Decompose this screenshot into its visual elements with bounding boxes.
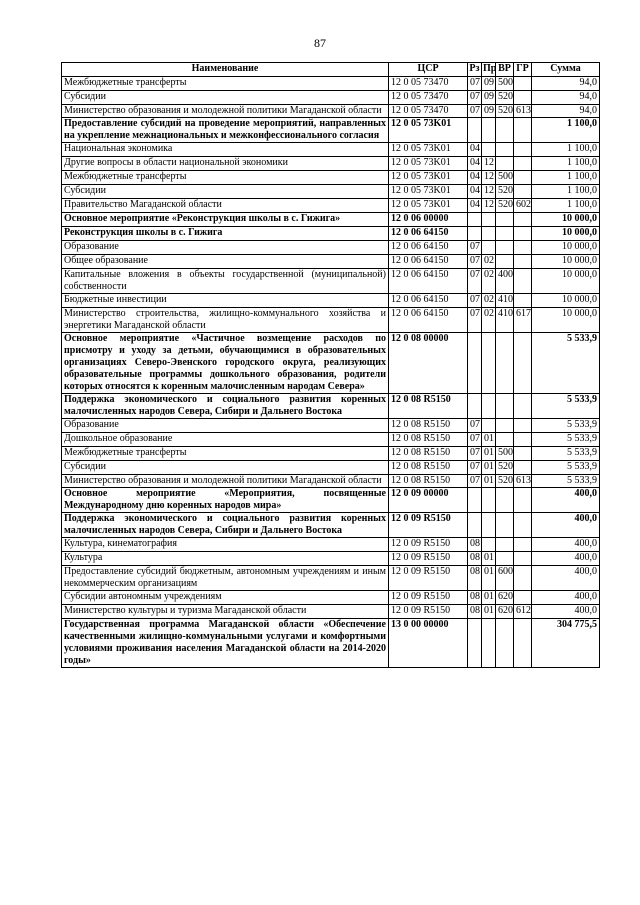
cell-sum: 5 533,9 [532, 461, 600, 475]
cell-sum: 5 533,9 [532, 333, 600, 394]
cell-gr [514, 157, 532, 171]
cell-sum: 5 533,9 [532, 419, 600, 433]
cell-sum: 10 000,0 [532, 227, 600, 241]
table-row [62, 105, 600, 118]
table-body [62, 77, 600, 668]
cell-gr [514, 255, 532, 269]
cell-csr: 12 0 06 00000 [389, 213, 468, 227]
cell-name: Основное мероприятие «Реконструкция школы в с. Гижига» [62, 213, 389, 227]
cell-csr: 12 0 05 73K01 [389, 171, 468, 185]
cell-name: Межбюджетные трансферты [62, 171, 389, 185]
cell-rz: 04 [468, 199, 482, 213]
cell-pr [482, 241, 496, 255]
cell-vr: 520 [496, 199, 514, 213]
cell-name: Образование [62, 241, 389, 255]
cell-vr [496, 333, 514, 394]
cell-vr: 500 [496, 77, 514, 91]
cell-gr [514, 419, 532, 433]
cell-rz: 08 [468, 591, 482, 605]
cell-pr [482, 143, 496, 157]
cell-pr: 12 [482, 171, 496, 185]
cell-rz: 04 [468, 171, 482, 185]
cell-rz: 07 [468, 475, 482, 488]
cell-gr [514, 213, 532, 227]
cell-csr: 12 0 08 00000 [389, 333, 468, 394]
cell-csr: 12 0 09 R5150 [389, 538, 468, 552]
cell-gr [514, 333, 532, 394]
cell-vr [496, 157, 514, 171]
cell-sum: 5 533,9 [532, 394, 600, 419]
cell-gr [514, 513, 532, 538]
cell-pr: 01 [482, 566, 496, 591]
cell-rz: 07 [468, 105, 482, 118]
cell-rz [468, 488, 482, 513]
cell-csr: 12 0 08 R5150 [389, 433, 468, 447]
header-gr: ГР [514, 63, 532, 77]
cell-name: Поддержка экономического и социального развития коренных малочисленных народов Севера, Сибири и Дальнего Востока [62, 513, 389, 538]
cell-vr [496, 394, 514, 419]
table-row [62, 538, 600, 552]
cell-gr [514, 394, 532, 419]
cell-vr [496, 213, 514, 227]
cell-vr: 520 [496, 461, 514, 475]
cell-gr [514, 591, 532, 605]
cell-gr [514, 171, 532, 185]
cell-csr: 12 0 08 R5150 [389, 394, 468, 419]
cell-pr [482, 394, 496, 419]
table-header-row [62, 63, 600, 77]
table-row [62, 91, 600, 105]
cell-pr: 09 [482, 105, 496, 118]
table-row [62, 185, 600, 199]
cell-name: Образование [62, 419, 389, 433]
cell-csr: 12 0 05 73470 [389, 91, 468, 105]
cell-rz [468, 213, 482, 227]
cell-rz: 07 [468, 269, 482, 294]
cell-rz: 04 [468, 157, 482, 171]
cell-vr: 500 [496, 171, 514, 185]
cell-rz: 07 [468, 447, 482, 461]
table-row [62, 488, 600, 513]
cell-rz [468, 619, 482, 668]
cell-name: Межбюджетные трансферты [62, 77, 389, 91]
cell-rz: 07 [468, 77, 482, 91]
cell-sum: 400,0 [532, 513, 600, 538]
cell-sum: 10 000,0 [532, 294, 600, 308]
cell-csr: 12 0 05 73470 [389, 105, 468, 118]
cell-name: Министерство образования и молодежной политики Магаданской области [62, 105, 389, 118]
cell-rz [468, 333, 482, 394]
cell-name: Правительство Магаданской области [62, 199, 389, 213]
cell-vr [496, 538, 514, 552]
cell-csr: 12 0 06 64150 [389, 294, 468, 308]
cell-sum: 400,0 [532, 605, 600, 619]
table-row [62, 419, 600, 433]
table-row [62, 77, 600, 91]
cell-pr [482, 227, 496, 241]
cell-vr [496, 513, 514, 538]
cell-name: Министерство культуры и туризма Магаданской области [62, 605, 389, 619]
cell-csr: 12 0 09 R5150 [389, 552, 468, 566]
cell-gr: 612 [514, 605, 532, 619]
cell-gr [514, 461, 532, 475]
table-row [62, 308, 600, 333]
cell-rz: 08 [468, 552, 482, 566]
cell-pr [482, 619, 496, 668]
cell-rz [468, 118, 482, 143]
cell-rz: 08 [468, 538, 482, 552]
cell-pr: 02 [482, 269, 496, 294]
cell-vr: 620 [496, 591, 514, 605]
cell-csr: 12 0 09 R5150 [389, 566, 468, 591]
cell-gr [514, 143, 532, 157]
header-sum: Сумма [532, 63, 600, 77]
cell-name: Другие вопросы в области национальной экономики [62, 157, 389, 171]
cell-name: Культура [62, 552, 389, 566]
cell-pr: 01 [482, 475, 496, 488]
budget-table [61, 62, 600, 668]
cell-pr [482, 333, 496, 394]
table-row [62, 394, 600, 419]
table-row [62, 171, 600, 185]
cell-name: Основное мероприятие «Мероприятия, посвященные Международному дню коренных народов мира» [62, 488, 389, 513]
cell-name: Дошкольное образование [62, 433, 389, 447]
cell-gr [514, 118, 532, 143]
cell-pr: 02 [482, 255, 496, 269]
table-row [62, 566, 600, 591]
cell-rz: 04 [468, 143, 482, 157]
cell-sum: 1 100,0 [532, 118, 600, 143]
cell-sum: 10 000,0 [532, 241, 600, 255]
cell-pr: 12 [482, 185, 496, 199]
table-row [62, 199, 600, 213]
cell-vr: 600 [496, 566, 514, 591]
cell-gr [514, 447, 532, 461]
table-row [62, 241, 600, 255]
table-row [62, 333, 600, 394]
table-row [62, 294, 600, 308]
cell-gr [514, 566, 532, 591]
cell-vr [496, 143, 514, 157]
cell-vr: 400 [496, 269, 514, 294]
cell-gr [514, 433, 532, 447]
cell-pr [482, 419, 496, 433]
cell-name: Основное мероприятие «Частичное возмещение расходов по присмотру и уходу за детьми, обучающимися в образовательных организациях Северо-Эвенского городского округа, реализующих образовательные программы дошкольного образования, родители которых относятся к коренным малочисленным народам Севера» [62, 333, 389, 394]
cell-sum: 1 100,0 [532, 185, 600, 199]
table-row [62, 255, 600, 269]
cell-pr [482, 118, 496, 143]
table-row [62, 619, 600, 668]
table-row [62, 143, 600, 157]
cell-name: Общее образование [62, 255, 389, 269]
cell-csr: 12 0 05 73470 [389, 77, 468, 91]
cell-vr [496, 255, 514, 269]
cell-name: Субсидии автономным учреждениям [62, 591, 389, 605]
cell-name: Государственная программа Магаданской области «Обеспечение качественными жилищно-коммунальными услугами и комфортными условиями проживания населения Магаданской области на 2014-2020 годы» [62, 619, 389, 668]
cell-vr: 520 [496, 185, 514, 199]
cell-pr: 01 [482, 433, 496, 447]
cell-vr [496, 419, 514, 433]
cell-rz: 07 [468, 419, 482, 433]
cell-rz: 07 [468, 308, 482, 333]
cell-pr: 09 [482, 91, 496, 105]
cell-pr [482, 213, 496, 227]
cell-csr: 12 0 09 R5150 [389, 605, 468, 619]
header-rz: Рз [468, 63, 482, 77]
table-row [62, 157, 600, 171]
table-row [62, 447, 600, 461]
cell-pr [482, 538, 496, 552]
cell-sum: 94,0 [532, 77, 600, 91]
header-pr: Пр [482, 63, 496, 77]
cell-csr: 12 0 09 R5150 [389, 513, 468, 538]
cell-csr: 12 0 06 64150 [389, 269, 468, 294]
table-row [62, 118, 600, 143]
cell-rz [468, 394, 482, 419]
cell-gr [514, 77, 532, 91]
cell-gr [514, 552, 532, 566]
cell-sum: 1 100,0 [532, 157, 600, 171]
cell-pr: 01 [482, 591, 496, 605]
cell-pr: 02 [482, 308, 496, 333]
cell-name: Бюджетные инвестиции [62, 294, 389, 308]
cell-csr: 12 0 08 R5150 [389, 447, 468, 461]
cell-csr: 12 0 05 73K01 [389, 199, 468, 213]
cell-gr [514, 185, 532, 199]
cell-rz [468, 227, 482, 241]
cell-csr: 12 0 09 00000 [389, 488, 468, 513]
cell-vr [496, 552, 514, 566]
cell-name: Поддержка экономического и социального развития коренных малочисленных народов Севера, Сибири и Дальнего Востока [62, 394, 389, 419]
cell-pr: 01 [482, 461, 496, 475]
cell-sum: 1 100,0 [532, 143, 600, 157]
cell-vr: 520 [496, 91, 514, 105]
table-row [62, 269, 600, 294]
cell-rz: 07 [468, 433, 482, 447]
cell-sum: 400,0 [532, 488, 600, 513]
cell-csr: 12 0 05 73K01 [389, 185, 468, 199]
cell-vr: 500 [496, 447, 514, 461]
cell-gr: 617 [514, 308, 532, 333]
cell-pr: 12 [482, 157, 496, 171]
cell-csr: 12 0 05 73K01 [389, 157, 468, 171]
cell-sum: 10 000,0 [532, 269, 600, 294]
cell-pr [482, 513, 496, 538]
cell-vr [496, 241, 514, 255]
table-row [62, 461, 600, 475]
cell-sum: 94,0 [532, 105, 600, 118]
cell-rz: 07 [468, 91, 482, 105]
cell-sum: 5 533,9 [532, 433, 600, 447]
cell-name: Субсидии [62, 91, 389, 105]
cell-rz: 07 [468, 255, 482, 269]
cell-vr: 520 [496, 475, 514, 488]
header-vr: ВР [496, 63, 514, 77]
cell-name: Предоставление субсидий бюджетным, автономным учреждениям и иным некоммерческим организациям [62, 566, 389, 591]
cell-name: Культура, кинематография [62, 538, 389, 552]
cell-name: Национальная экономика [62, 143, 389, 157]
cell-sum: 10 000,0 [532, 213, 600, 227]
cell-csr: 12 0 08 R5150 [389, 461, 468, 475]
cell-pr: 01 [482, 552, 496, 566]
table-row [62, 433, 600, 447]
page-number: 87 [314, 36, 326, 50]
table-row [62, 591, 600, 605]
cell-name: Министерство образования и молодежной политики Магаданской области [62, 475, 389, 488]
cell-name: Реконструкция школы в с. Гижига [62, 227, 389, 241]
table-row [62, 475, 600, 488]
cell-pr: 01 [482, 447, 496, 461]
cell-gr [514, 269, 532, 294]
cell-vr: 410 [496, 308, 514, 333]
cell-gr [514, 227, 532, 241]
cell-sum: 10 000,0 [532, 308, 600, 333]
cell-rz: 08 [468, 605, 482, 619]
cell-csr: 12 0 06 64150 [389, 241, 468, 255]
cell-csr: 12 0 05 73K01 [389, 118, 468, 143]
cell-csr: 12 0 05 73K01 [389, 143, 468, 157]
header-name: Наименование [62, 63, 389, 77]
cell-name: Субсидии [62, 185, 389, 199]
cell-sum: 400,0 [532, 591, 600, 605]
cell-vr [496, 619, 514, 668]
cell-gr [514, 538, 532, 552]
cell-sum: 1 100,0 [532, 171, 600, 185]
cell-rz [468, 513, 482, 538]
cell-sum: 400,0 [532, 566, 600, 591]
cell-gr [514, 294, 532, 308]
cell-sum: 1 100,0 [532, 199, 600, 213]
cell-csr: 12 0 09 R5150 [389, 591, 468, 605]
cell-rz: 07 [468, 241, 482, 255]
table-row [62, 213, 600, 227]
cell-vr [496, 488, 514, 513]
cell-rz: 08 [468, 566, 482, 591]
cell-sum: 400,0 [532, 538, 600, 552]
cell-csr: 12 0 08 R5150 [389, 419, 468, 433]
header-csr: ЦСР [389, 63, 468, 77]
cell-pr: 09 [482, 77, 496, 91]
cell-sum: 10 000,0 [532, 255, 600, 269]
cell-sum: 5 533,9 [532, 475, 600, 488]
table-row [62, 552, 600, 566]
cell-rz: 07 [468, 294, 482, 308]
cell-rz: 07 [468, 461, 482, 475]
cell-name: Капитальные вложения в объекты государственной (муниципальной) собственности [62, 269, 389, 294]
cell-sum: 304 775,5 [532, 619, 600, 668]
cell-csr: 12 0 06 64150 [389, 255, 468, 269]
cell-gr: 613 [514, 105, 532, 118]
table-row [62, 227, 600, 241]
cell-name: Межбюджетные трансферты [62, 447, 389, 461]
cell-pr: 02 [482, 294, 496, 308]
cell-vr: 620 [496, 605, 514, 619]
cell-vr: 520 [496, 105, 514, 118]
cell-vr [496, 118, 514, 143]
cell-gr [514, 619, 532, 668]
cell-gr: 613 [514, 475, 532, 488]
table-row [62, 513, 600, 538]
cell-vr: 410 [496, 294, 514, 308]
cell-rz: 04 [468, 185, 482, 199]
cell-sum: 5 533,9 [532, 447, 600, 461]
cell-vr [496, 227, 514, 241]
cell-pr: 01 [482, 605, 496, 619]
cell-pr [482, 488, 496, 513]
cell-csr: 12 0 08 R5150 [389, 475, 468, 488]
cell-gr: 602 [514, 199, 532, 213]
cell-name: Министерство строительства, жилищно-коммунального хозяйства и энергетики Магаданской области [62, 308, 389, 333]
cell-name: Субсидии [62, 461, 389, 475]
table-row [62, 605, 600, 619]
cell-sum: 94,0 [532, 91, 600, 105]
cell-pr: 12 [482, 199, 496, 213]
cell-name: Предоставление субсидий на проведение мероприятий, направленных на укрепление межнациональных и межконфессионального согласия [62, 118, 389, 143]
cell-vr [496, 433, 514, 447]
cell-gr [514, 91, 532, 105]
cell-csr: 12 0 06 64150 [389, 227, 468, 241]
cell-csr: 13 0 00 00000 [389, 619, 468, 668]
cell-sum: 400,0 [532, 552, 600, 566]
cell-csr: 12 0 06 64150 [389, 308, 468, 333]
cell-gr [514, 241, 532, 255]
cell-gr [514, 488, 532, 513]
